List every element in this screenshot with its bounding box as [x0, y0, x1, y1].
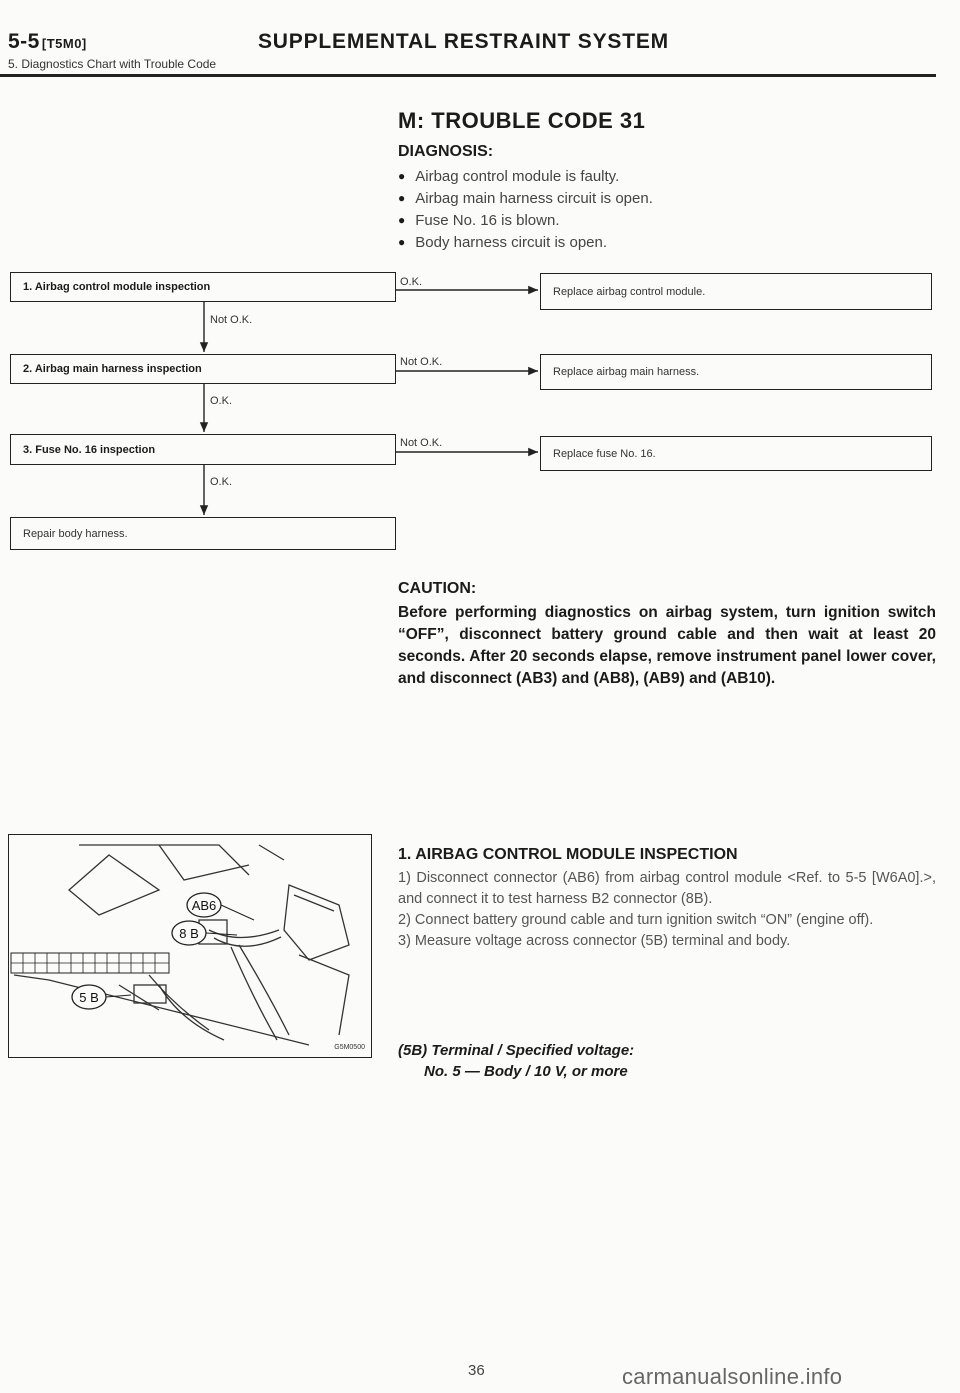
flow-step-2: 2. Airbag main harness inspection: [10, 354, 396, 384]
flow-step-1: 1. Airbag control module inspection: [10, 272, 396, 302]
diagnosis-label: DIAGNOSIS:: [398, 143, 494, 160]
flow-result-3: Replace fuse No. 16.: [540, 436, 932, 471]
figure-label: AB6: [191, 898, 217, 913]
flow-side-label: Not O.K.: [400, 356, 443, 368]
figure-code: G5M0500: [334, 1044, 365, 1051]
spec-value: No. 5 — Body / 10 V, or more: [424, 1063, 628, 1080]
flow-result-2: Replace airbag main harness.: [540, 354, 932, 390]
flow-down-label: Not O.K.: [210, 314, 253, 326]
page-number: 36: [468, 1362, 485, 1379]
harness-illustration: [9, 835, 370, 1056]
diagnosis-item: ● Airbag control module is faulty.: [398, 166, 653, 188]
flow-step-3: 3. Fuse No. 16 inspection: [10, 434, 396, 465]
diagnosis-item: ● Fuse No. 16 is blown.: [398, 210, 653, 232]
figure-label: 5 B: [79, 990, 99, 1005]
flow-side-label: Not O.K.: [400, 437, 443, 449]
caution-label: CAUTION:: [398, 580, 477, 597]
flow-step-4: Repair body harness.: [10, 517, 396, 550]
inspection-step: 3) Measure voltage across connector (5B) terminal and body.: [398, 933, 791, 949]
inspection-step: 1) Disconnect connector (AB6) from airbag control module <Ref. to 5-5 [W6A0].>, and connect it to test harness B2 connector (8B).: [398, 870, 936, 907]
figure-label: 8 B: [179, 926, 199, 941]
inspection-steps: [398, 868, 936, 952]
flow-down-label: O.K.: [210, 395, 233, 407]
inspection-step: 2) Connect battery ground cable and turn ignition switch “ON” (engine off).: [398, 912, 874, 928]
spec-label: (5B) Terminal / Specified voltage:: [398, 1042, 635, 1059]
page-title: SUPPLEMENTAL RESTRAINT SYSTEM: [258, 30, 669, 53]
watermark: carmanualsonline.info: [622, 1364, 843, 1389]
flow-side-label: O.K.: [400, 276, 423, 288]
caution-text: Before performing diagnostics on airbag system, turn ignition switch “OFF”, disconnect battery ground cable and then wait at least 20 seconds. After 20 seconds elapse, remove instrument panel lower cover, and disconnect (AB3) and (AB8), (AB9) and (AB10).: [398, 604, 936, 687]
inspection-heading: 1. AIRBAG CONTROL MODULE INSPECTION: [398, 846, 738, 863]
page-subtitle: 5. Diagnostics Chart with Trouble Code: [8, 57, 217, 71]
diagnosis-item: ● Body harness circuit is open.: [398, 232, 653, 254]
trouble-code-title: M: TROUBLE CODE 31: [398, 108, 646, 133]
section-number: 5-5 [T5M0]: [8, 30, 87, 53]
diagnosis-item: ● Airbag main harness circuit is open.: [398, 188, 653, 210]
section-code: [T5M0]: [41, 36, 87, 51]
flow-result-1: Replace airbag control module.: [540, 273, 932, 310]
connector-figure: [8, 834, 372, 1058]
flow-down-label: O.K.: [210, 476, 233, 488]
